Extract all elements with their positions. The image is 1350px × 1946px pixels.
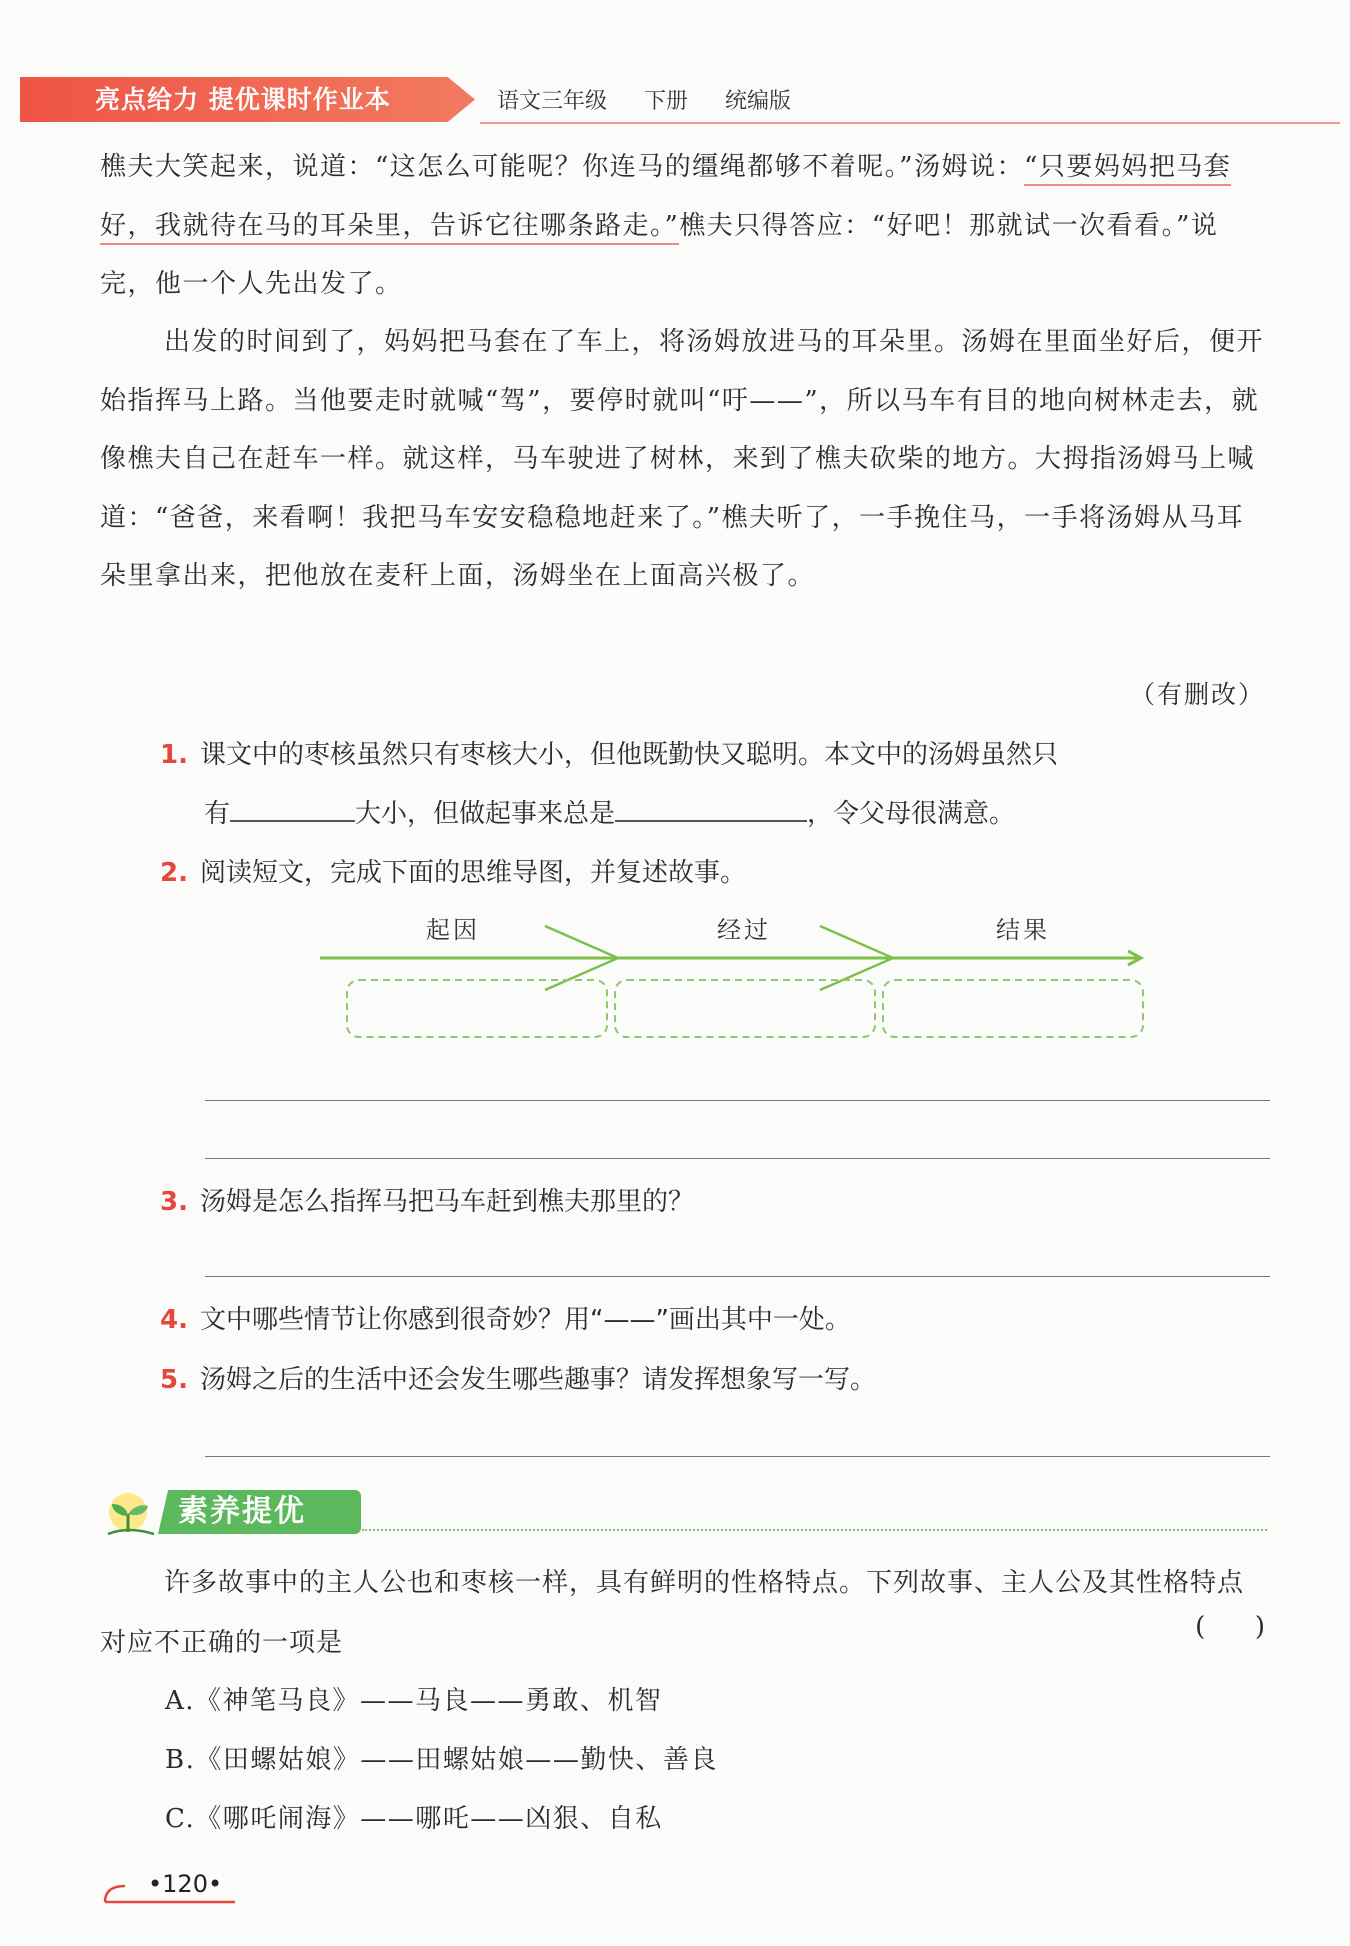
answer-line[interactable] [205,1276,1270,1277]
passage-paragraph-1 [100,138,1270,314]
question-text: 有 [204,799,231,829]
question-2 [160,843,1270,903]
option-b: B.《田螺姑娘》——田螺姑娘——勤快、善良 [165,1745,718,1775]
question-text: 大小，但做起事来总是 [355,799,616,829]
edition: 统编版 [725,89,792,114]
subject-grade: 语文三年级 [497,89,608,114]
sprout-icon [104,1492,160,1538]
question-number: 5. [160,1365,188,1395]
question-5 [160,1350,1270,1410]
question-text: 阅读短文，完成下面的思维导图，并复述故事。 [199,858,746,888]
question-number: 2. [160,858,188,888]
option-c: C.《哪吒闹海》——哪吒——凶狠、自私 [165,1804,663,1834]
passage-text: 樵夫大笑起来，说道：“这怎么可能呢？你连马的缰绳都够不着呢。”汤姆说： [100,152,1025,182]
volume: 下册 [644,89,689,114]
source-note: （有删改） [1129,680,1265,709]
underlined-sentence: “只要妈妈把马套好，我就待在马的耳朵里，告诉它往哪条路走。” [100,152,1231,245]
mindmap-box-cause [347,980,607,1037]
question-text: 课文中的枣核虽然只有枣核大小，但他既勤快又聪明。本文中的汤姆虽然只 [199,740,1058,770]
passage-text: 樵夫只得答应：“好吧！那就试一次看看。”说完，他一个人先出发了。 [100,210,1219,299]
book-title: 亮点给力 提优课时作业本 [95,85,391,114]
answer-line[interactable] [205,1100,1270,1101]
question-text: 汤姆之后的生活中还会发生哪些趣事？请发挥想象写一写。 [199,1365,876,1395]
question-text: ，令父母很满意。 [807,799,1016,829]
answer-blank-1[interactable] [230,794,355,822]
section-title: 素养提优 [178,1494,306,1529]
question-1-line-2 [204,784,1314,844]
question-4 [160,1290,1270,1350]
question-number: 4. [160,1305,188,1335]
question-number: 1. [160,740,188,770]
question-text: 汤姆是怎么指挥马把马车赶到樵夫那里的？ [199,1187,694,1217]
answer-line[interactable] [205,1158,1270,1159]
option-a: A.《神笔马良》——马良——勇敢、机智 [165,1686,663,1716]
question-1 [160,725,1270,785]
question-text: 文中哪些情节让你感到很奇妙？用“——”画出其中一处。 [199,1305,851,1335]
section-divider [362,1529,1267,1531]
header-rule [480,122,1340,124]
mindmap-box-result [883,980,1143,1037]
mindmap-label-process: 经过 [717,916,771,944]
page-number: •120• [148,1870,223,1898]
mindmap-label-result: 结果 [996,916,1050,944]
mindmap-label-cause: 起因 [426,916,480,944]
book-info [497,84,821,120]
mindmap-diagram [315,910,1155,1040]
answer-parentheses[interactable]: ( ) [1195,1612,1265,1642]
answer-line[interactable] [205,1456,1270,1457]
passage-paragraph-2: 出发的时间到了，妈妈把马套在了车上，将汤姆放进马的耳朵里。汤姆在里面坐好后，便开始指挥马上路。当他要走时就喊“驾”，要停时就叫“吁——”，所以马车有目的地向树林走去，就像樵夫自己在赶车一样。就这样，马车驶进了树林，来到了樵夫砍柴的地方。大拇指汤姆马上喊道：“爸爸，来看啊！我把马车安安稳稳地赶来了。”樵夫听了，一手挽住马，一手将汤姆从马耳朵里拿出来，把他放在麦秆上面，汤姆坐在上面高兴极了。 [100,327,1265,591]
question-3 [160,1172,1270,1232]
mindmap-box-process [615,980,875,1037]
question-number: 3. [160,1187,188,1217]
section-question: 许多故事中的主人公也和枣核一样，具有鲜明的性格特点。下列故事、主人公及其性格特点对应不正确的一项是 [100,1568,1245,1658]
answer-blank-2[interactable] [615,794,807,822]
